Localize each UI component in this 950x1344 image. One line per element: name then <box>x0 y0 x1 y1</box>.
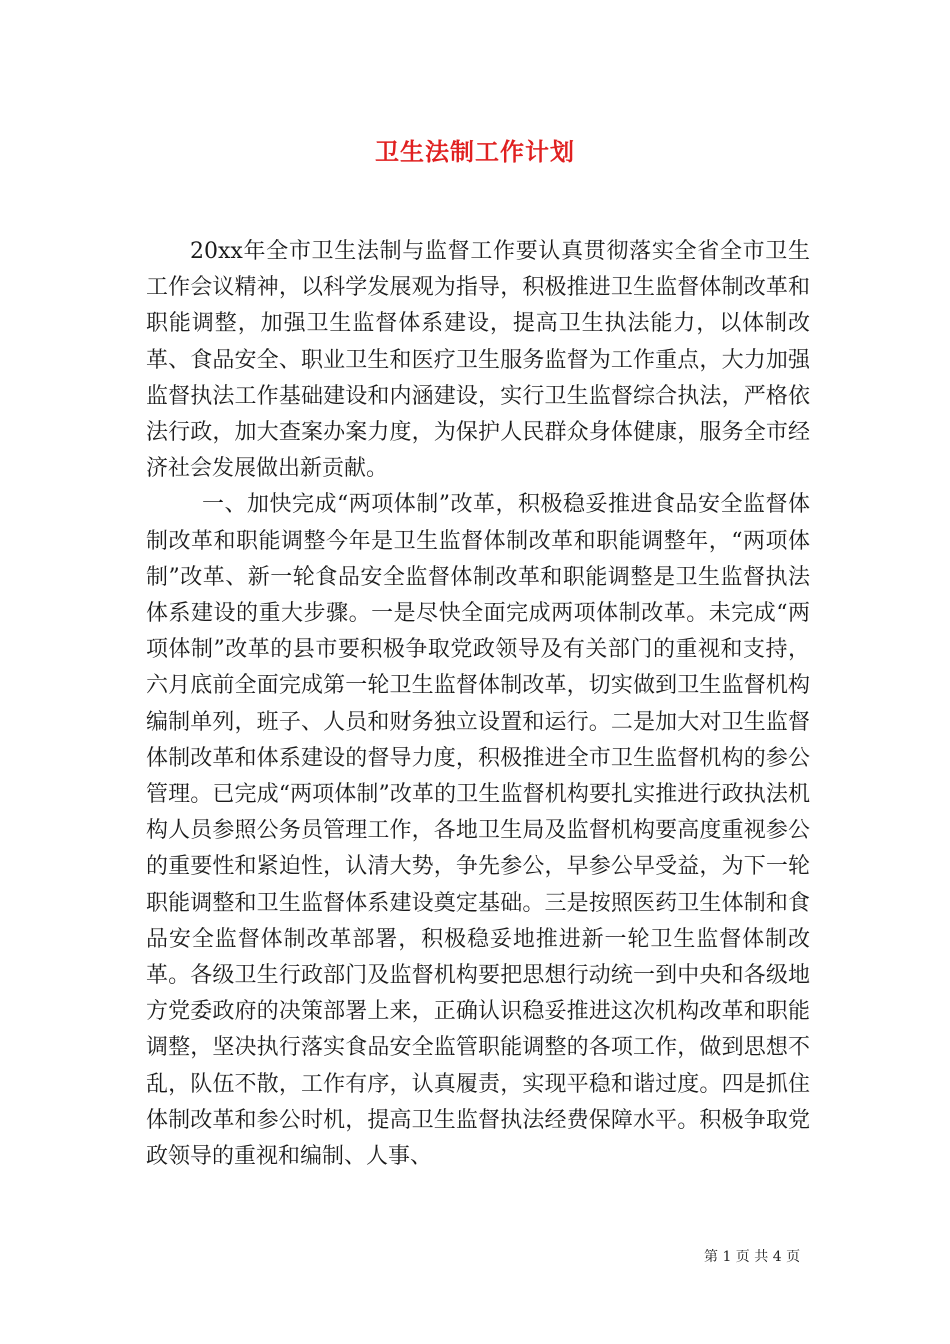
document-body <box>146 234 810 1175</box>
page-number: 第 1 页 共 4 页 <box>704 1249 801 1265</box>
paragraph-intro: 20xx年全市卫生法制与监督工作要认真贯彻落实全省全市卫生工作会议精神，以科学发展观为指导，积极推进卫生监督体制改革和职能调整，加强卫生监督体系建设，提高卫生执法能力，以体制改革、食品安全、职业卫生和医疗卫生服务监督为工作重点，大力加强监督执法工作基础建设和内涵建设，实行卫生监督综合执法，严格依法行政，加大查案办案力度，为保护人民群众身体健康，服务全市经济社会发展做出新贡献。 <box>146 239 810 482</box>
document-title: 卫生法制工作计划 <box>375 137 575 166</box>
paragraph-section-one: 一、加快完成“两项体制”改革，积极稳妥推进食品安全监督体制改革和职能调整今年是卫生监督体制改革和职能调整年，“两项体制”改革、新一轮食品安全监督体制改革和职能调整是卫生监督执法体系建设的重大步骤。一是尽快全面完成两项体制改革。未完成“两项体制”改革的县市要积极争取党政领导及有关部门的重视和支持，六月底前全面完成第一轮卫生监督体制改革，切实做到卫生监督机构编制单列，班子、人员和财务独立设置和运行。二是加大对卫生监督体制改革和体系建设的督导力度，积极推进全市卫生监督机构的参公管理。已完成“两项体制”改革的卫生监督机构要扎实推进行政执法机构人员参照公务员管理工作，各地卫生局及监督机构要高度重视参公的重要性和紧迫性，认清大势，争先参公，早参公早受益，为下一轮职能调整和卫生监督体系建设奠定基础。三是按照医药卫生体制和食品安全监督体制改革部署，积极稳妥地推进新一轮卫生监督体制改革。各级卫生行政部门及监督机构要把思想行动统一到中央和各级地方党委政府的决策部署上来，正确认识稳妥推进这次机构改革和职能调整，坚决执行落实食品安全监管职能调整的各项工作，做到思想不乱，队伍不散，工作有序，认真履责，实现平稳和谐过度。四是抓住体制改革和参公时机，提高卫生监督执法经费保障水平。积极争取党政领导的重视和编制、人事、 <box>146 492 810 1170</box>
